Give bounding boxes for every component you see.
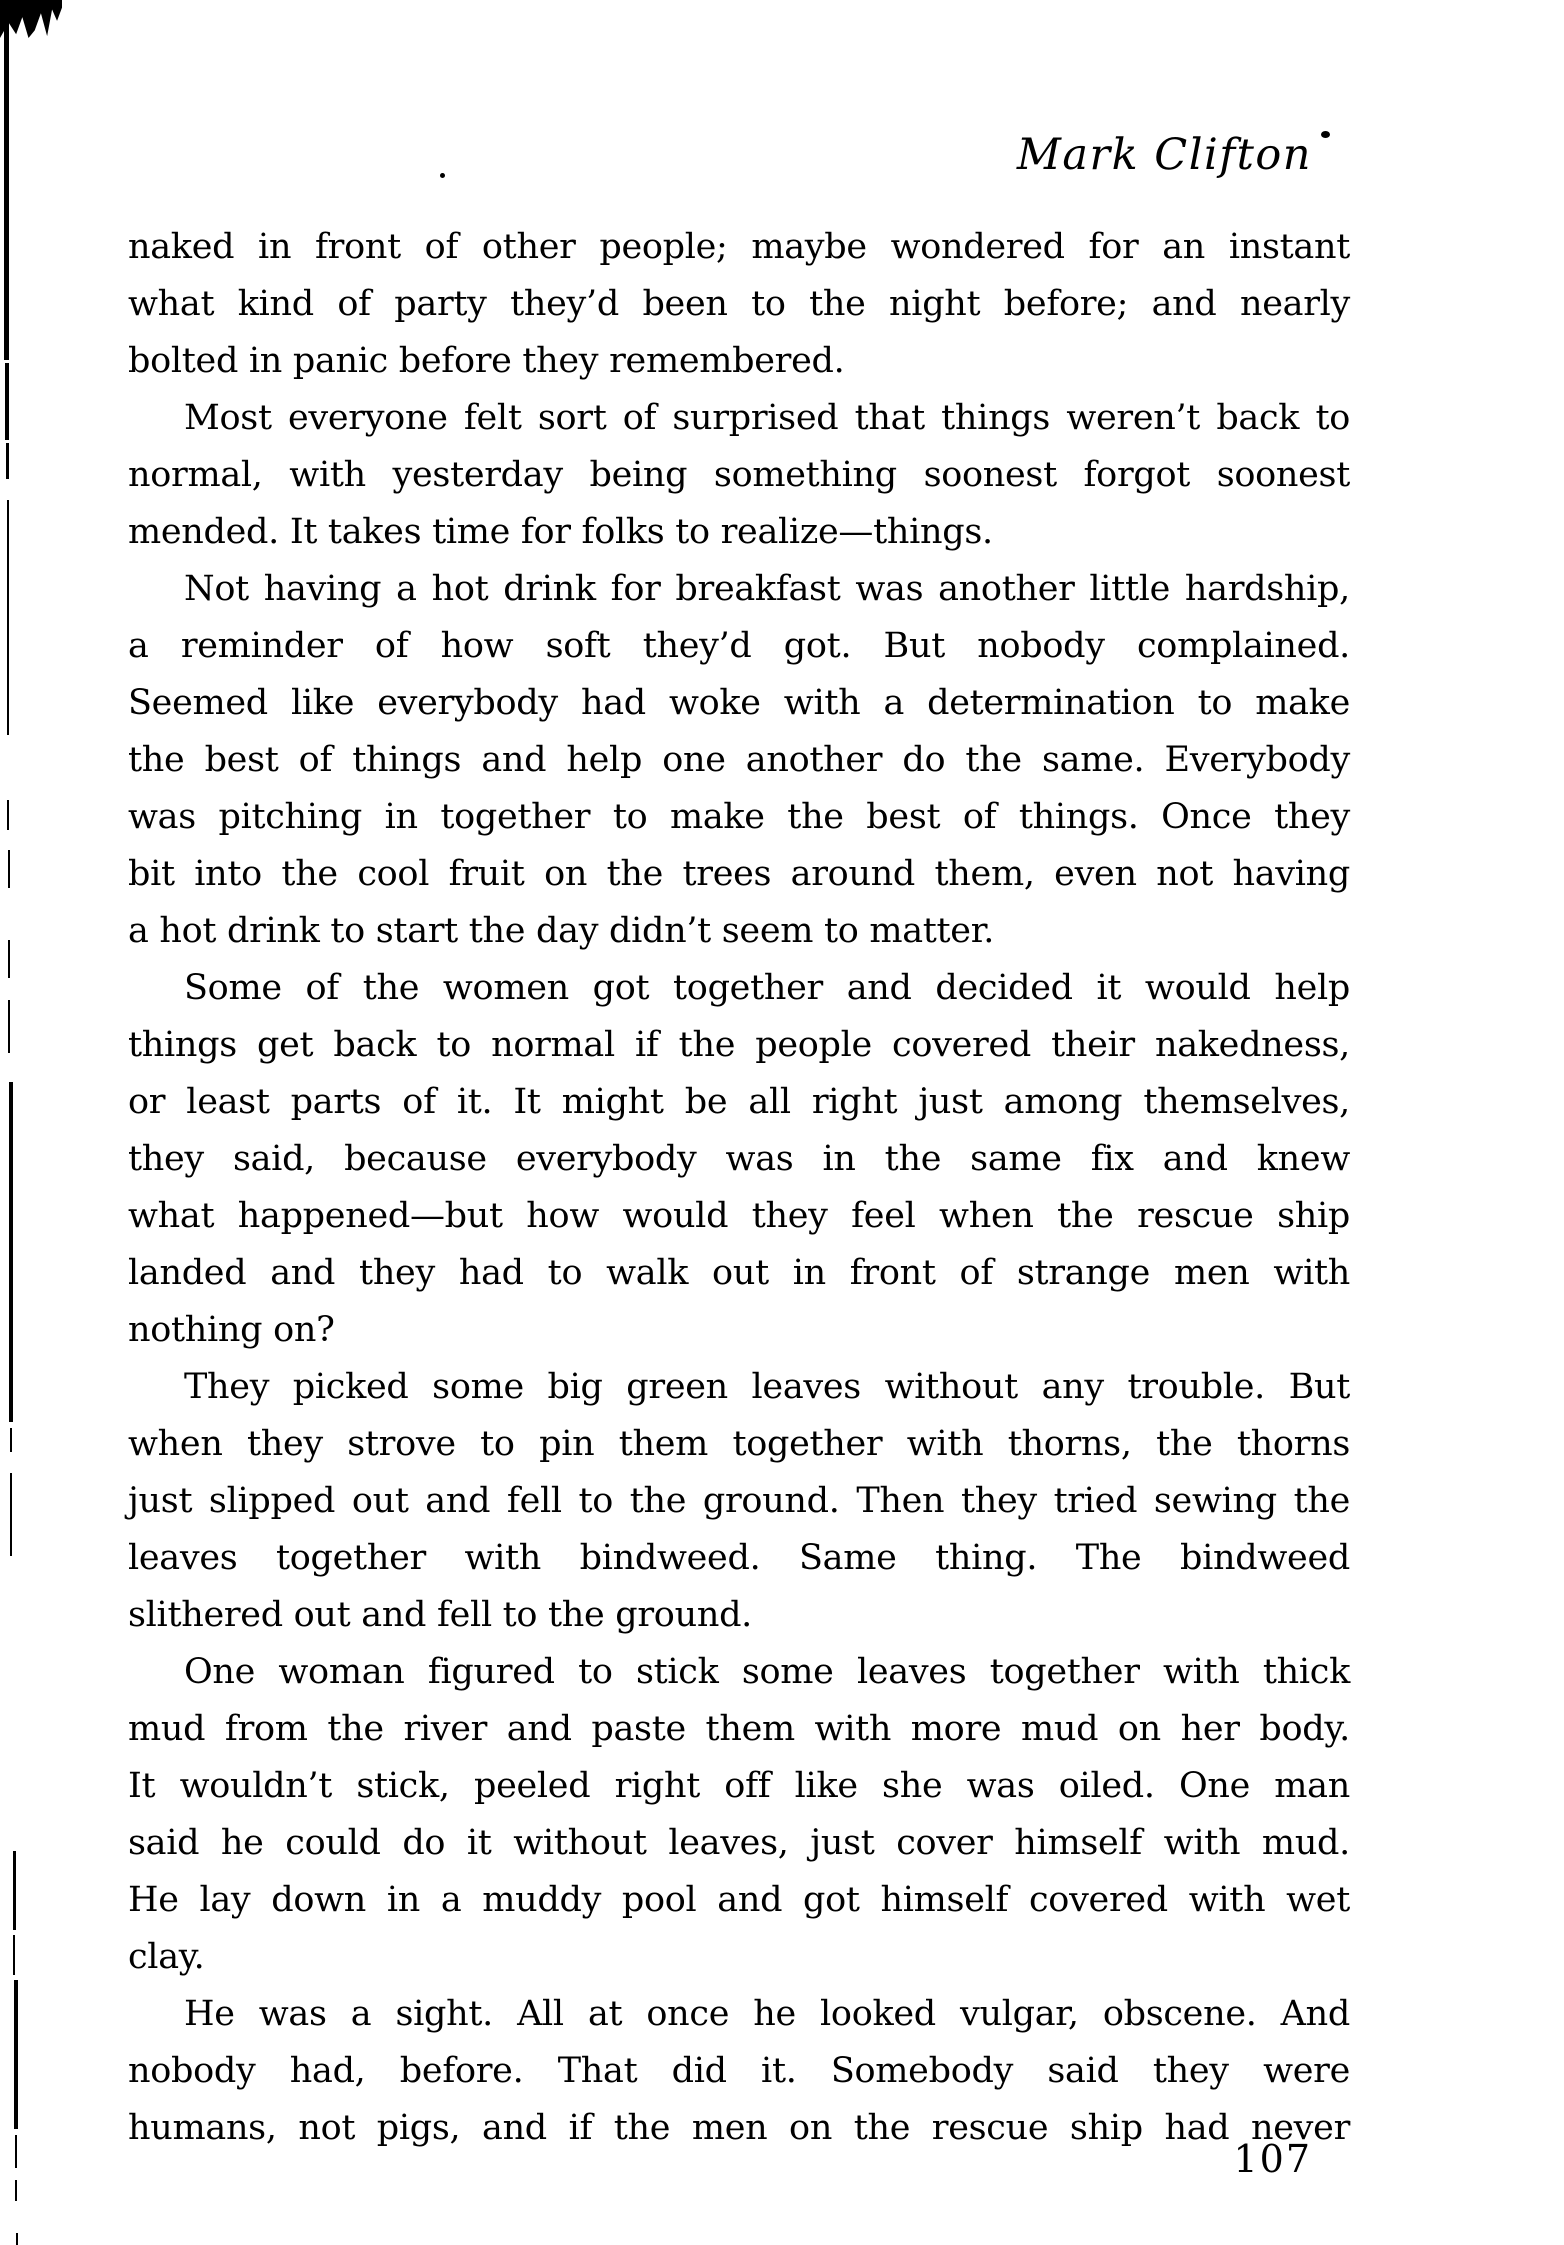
scan-artifact (13, 1935, 15, 1975)
text-line: when they strove to pin them together with thorns, the thorns (128, 1424, 1350, 1464)
text-line: Seemed like everybody had woke with a determination to make (128, 683, 1350, 723)
text-line: slithered out and fell to the ground. (128, 1595, 752, 1635)
scan-artifact (0, 0, 62, 38)
text-line: nobody had, before. That did it. Somebody said they were (128, 2051, 1350, 2091)
text-line: was pitching in together to make the best of things. Once they (128, 797, 1350, 837)
scan-artifact (13, 1851, 16, 1930)
text-line: naked in front of other people; maybe wondered for an instant (128, 227, 1350, 267)
scan-artifact (8, 850, 10, 888)
text-line: clay. (128, 1937, 205, 1977)
text-line: the best of things and help one another do the same. Everybody (128, 740, 1350, 780)
scan-artifact (8, 1000, 10, 1053)
text-line: just slipped out and fell to the ground. Then they tried sewing the (128, 1481, 1350, 1521)
text-line: a reminder of how soft they’d got. But nobody complained. (128, 626, 1350, 666)
scan-artifact (440, 173, 445, 178)
text-line: they said, because everybody was in the same fix and knew (128, 1139, 1350, 1179)
scan-artifact (7, 800, 9, 830)
text-line: bolted in panic before they remembered. (128, 341, 845, 381)
scan-artifact (4, 20, 9, 360)
body-text (128, 219, 1350, 2157)
scan-artifact (8, 940, 10, 978)
text-line: or least parts of it. It might be all right just among themselves, (128, 1082, 1350, 1122)
text-line: landed and they had to walk out in front of strange men with (128, 1253, 1350, 1293)
scan-artifact (15, 2180, 17, 2201)
scan-artifact (16, 2233, 18, 2245)
scan-artifact (15, 2135, 17, 2168)
text-line: normal, with yesterday being something soonest forgot soonest (128, 455, 1350, 495)
scan-artifact (6, 443, 9, 479)
text-line: leaves together with bindweed. Same thing. The bindweed (128, 1538, 1350, 1578)
text-line: He was a sight. All at once he looked vulgar, obscene. And (184, 1994, 1350, 2034)
text-line: They picked some big green leaves without any trouble. But (184, 1367, 1350, 1407)
text-line: what happened—but how would they feel when the rescue ship (128, 1196, 1350, 1236)
scan-artifact (5, 363, 9, 440)
text-line: He lay down in a muddy pool and got himself covered with wet (128, 1880, 1350, 1920)
text-line: nothing on? (128, 1310, 335, 1350)
text-line: what kind of party they’d been to the night before; and nearly (128, 284, 1350, 324)
text-line: things get back to normal if the people covered their nakedness, (128, 1025, 1350, 1065)
scan-artifact (7, 500, 9, 735)
text-line: Some of the women got together and decided it would help (184, 968, 1350, 1008)
text-line: humans, not pigs, and if the men on the rescue ship had never (128, 2108, 1350, 2148)
scan-artifact (10, 1473, 12, 1556)
text-line: a hot drink to start the day didn’t seem to matter. (128, 911, 995, 951)
text-line: Not having a hot drink for breakfast was another little hardship, (184, 569, 1350, 609)
scan-artifact (14, 1980, 18, 2129)
page-number: 107 (1233, 2137, 1312, 2181)
scan-artifact (1321, 131, 1330, 138)
text-line: Most everyone felt sort of surprised that things weren’t back to (184, 398, 1350, 438)
scan-artifact (9, 1082, 13, 1422)
text-line: mended. It takes time for folks to realize—things. (128, 512, 993, 552)
text-line: It wouldn’t stick, peeled right off like she was oiled. One man (128, 1766, 1350, 1806)
text-line: One woman figured to stick some leaves together with thick (184, 1652, 1350, 1692)
text-line: bit into the cool fruit on the trees around them, even not having (128, 854, 1350, 894)
text-line: mud from the river and paste them with more mud on her body. (128, 1709, 1350, 1749)
scan-artifact (10, 1428, 12, 1452)
running-header-author: Mark Clifton (1016, 130, 1312, 180)
text-line: said he could do it without leaves, just cover himself with mud. (128, 1823, 1350, 1863)
